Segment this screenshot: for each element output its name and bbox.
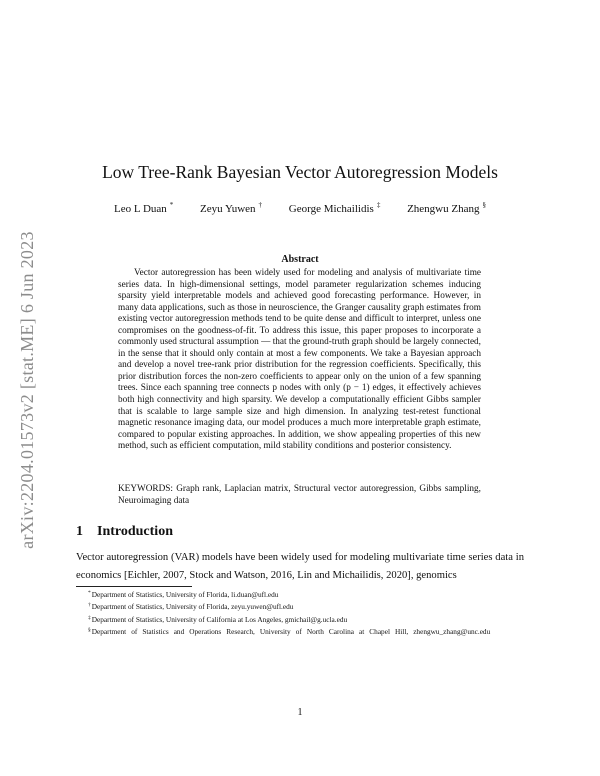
footnote-text: Department of Statistics and Operations Research, University of North Carolina at Chapel Hill, zhengwu_zhang@unc.edu bbox=[91, 626, 491, 636]
footnotes bbox=[76, 588, 524, 637]
footnote bbox=[76, 613, 524, 625]
author-name: George Michailidis bbox=[288, 203, 374, 215]
author-name: Leo L Duan bbox=[114, 203, 167, 215]
footnote-mark: † bbox=[88, 602, 91, 609]
author bbox=[289, 201, 381, 215]
author-list bbox=[0, 201, 600, 215]
author-name: Zhengwu Zhang bbox=[407, 203, 480, 215]
intro-paragraph: Vector autoregression (VAR) models have been widely used for modeling multivariate time series data in economics [Eichler, 2007, Stock and Watson, 2016, Lin and Michailidis, 2020], genomics bbox=[76, 552, 524, 581]
author-footnote-mark: ‡ bbox=[376, 201, 381, 209]
author-footnote-mark: * bbox=[169, 201, 174, 209]
author bbox=[200, 201, 262, 215]
section-title: Introduction bbox=[97, 524, 173, 539]
footnote-mark: * bbox=[88, 590, 91, 596]
keywords: KEYWORDS: Graph rank, Laplacian matrix, Structural vector autoregression, Gibbs sampling, Neuroimaging data bbox=[118, 484, 481, 506]
footnote-rule bbox=[76, 586, 192, 587]
page-number: 1 bbox=[297, 707, 303, 718]
abstract-heading: Abstract bbox=[281, 254, 319, 265]
footnote bbox=[76, 625, 524, 637]
author-footnote-mark: § bbox=[482, 201, 486, 209]
footnote-mark: ‡ bbox=[88, 614, 91, 621]
footnote bbox=[76, 588, 524, 600]
abstract-text: Vector autoregression has been widely used for modeling and analysis of multivariate time series data. In high-dimensional settings, model parameter regularization schemes inducing sparsity yield interpretable models and achieved good forecasting performance. However, in many data applications, such as those in neuroscience, the Granger causality graph estimates from existing vector autoregression methods tend to be quite dense and difficult to interpret, unless one compromises on the goodness-of-fit. To address this issue, this paper proposes to incorporate a commonly used structural assumption — that the ground-truth graph should be largely connected, in the sense that it should only contain at most a few components. We take a Bayesian approach and develop a novel tree-rank prior distribution for the regression coefficients. Specifically, this prior distribution forces the non-zero coefficients to appear only on the union of a few spanning trees. Since each spanning tree connects p nodes with only (p − 1) edges, it effectively achieves both high connectivity and high sparsity. We develop a computationally efficient Gibbs sampler that is scalable to large sample size and high dimension. In analyzing test-retest functional magnetic resonance imaging data, our model produces a much more interpretable graph estimate, compared to popular existing approaches. In addition, we show appealing properties of this new method, such as efficient computation, mild stability conditions and posterior consistency. bbox=[118, 268, 481, 452]
footnote-text: Department of Statistics, University of California at Los Angeles, gmichail@g.ucla.edu bbox=[91, 614, 348, 624]
footnote-text: Department of Statistics, University of Florida, li.duan@ufl.edu bbox=[91, 590, 279, 599]
arxiv-identifier: arXiv:2204.01573v2 [stat.ME] 6 Jun 2023 bbox=[17, 231, 37, 549]
paper-title: Low Tree-Rank Bayesian Vector Autoregression Models bbox=[102, 162, 498, 182]
author-name: Zeyu Yuwen bbox=[200, 203, 256, 215]
author bbox=[407, 201, 486, 215]
author-footnote-mark: † bbox=[258, 201, 263, 209]
section-heading bbox=[76, 524, 173, 540]
author bbox=[114, 201, 173, 215]
footnote-mark: § bbox=[88, 626, 91, 633]
footnote-text: Department of Statistics, University of Florida, zeyu.yuwen@ufl.edu bbox=[91, 602, 294, 612]
section-number: 1 bbox=[76, 524, 83, 539]
footnote bbox=[76, 600, 524, 612]
